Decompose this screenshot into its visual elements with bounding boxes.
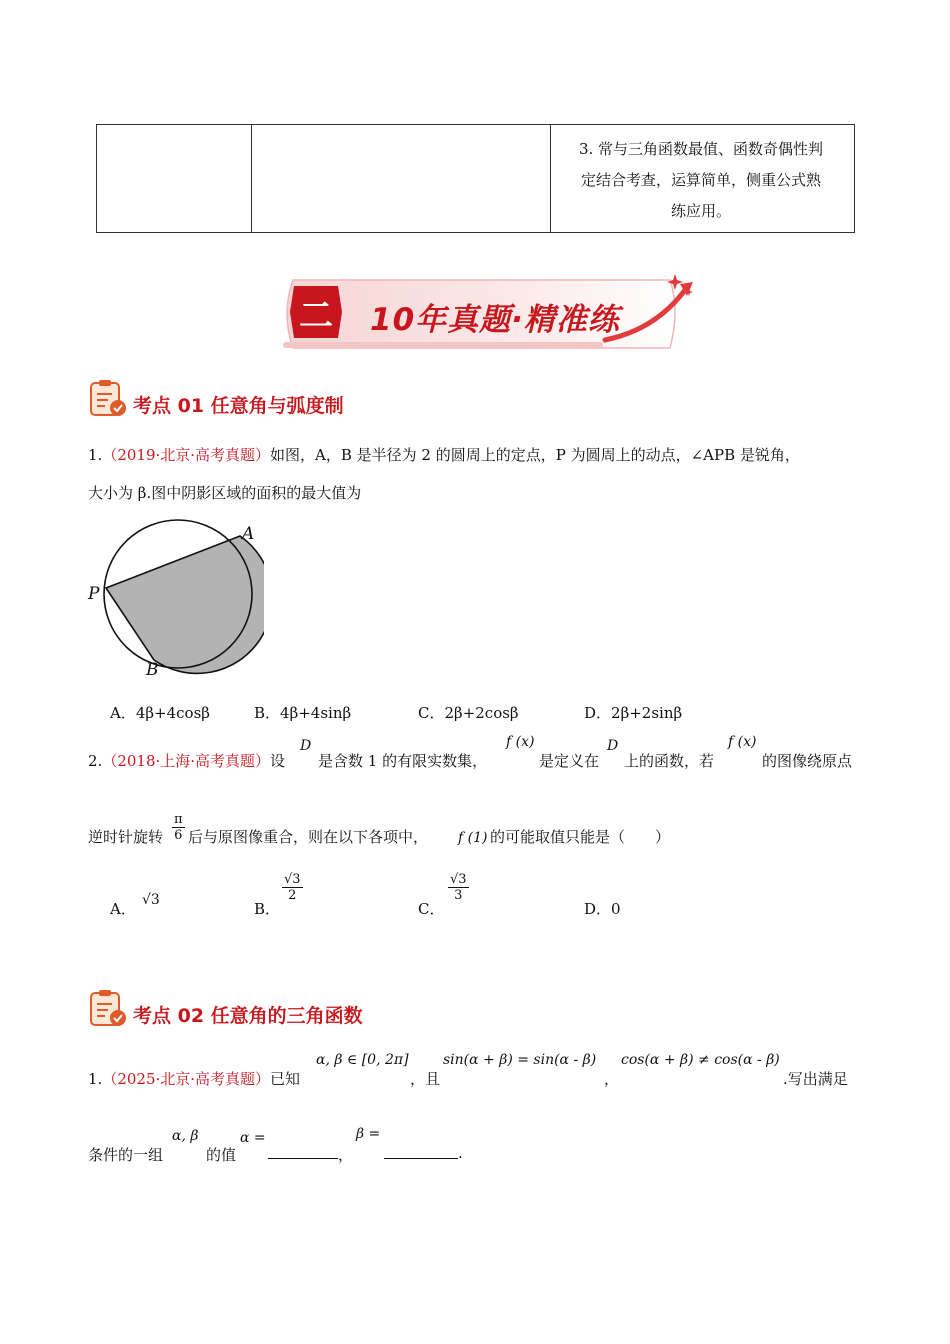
question-text: 的可能取值只能是（ ） — [490, 828, 671, 846]
option-c-label: C． — [418, 900, 445, 918]
shaded-region — [106, 536, 264, 673]
question-text: 条件的一组 — [88, 1146, 164, 1164]
table-divider — [251, 125, 252, 232]
table-divider — [550, 125, 551, 232]
option-a-label: A． — [110, 900, 136, 918]
section-title: 考点 01 任意角与弧度制 — [133, 395, 344, 417]
math-d: D — [607, 738, 619, 754]
answer-blank-beta[interactable] — [384, 1144, 458, 1159]
table-cell-line: 练应用。 — [670, 202, 731, 220]
question-text: 设 — [270, 752, 286, 770]
question-text: 如图，A，B 是半径为 2 的圆周上的定点，P 为圆周上的动点，∠APB 是锐角， — [270, 446, 800, 464]
clipboard-icon — [88, 988, 128, 1028]
point-label-a: A — [242, 524, 255, 544]
option-b: B．4β+4sinβ — [254, 704, 352, 722]
point-label-p: P — [88, 584, 100, 604]
question-text: 后与原图像重合，则在以下各项中， — [188, 828, 429, 846]
question-text: .写出满足 — [783, 1070, 848, 1088]
math-alpha-beta-range: α, β ∈ [0, 2π] — [316, 1052, 409, 1068]
math-alpha-beta: α, β — [172, 1128, 199, 1144]
answer-blank-alpha[interactable] — [268, 1144, 338, 1159]
option-d: D．0 — [584, 900, 621, 918]
math-fx: f (x) — [506, 734, 535, 750]
math-sin-equation: sin(α + β) = sin(α - β) — [443, 1052, 597, 1068]
question-text: ， — [338, 1146, 354, 1164]
question-text: ， — [604, 1070, 620, 1088]
question-number: 1. — [88, 1070, 103, 1088]
question-text: 是含数 1 的有限实数集， — [318, 752, 488, 770]
math-cos-inequation: cos(α + β) ≠ cos(α - β) — [621, 1052, 780, 1068]
table-cell-text — [552, 134, 850, 227]
option-b-fraction: $\frac{√3}{2}$ — [284, 872, 301, 903]
table-cell-line: 3. 常与三角函数最值、函数奇偶性判 — [578, 140, 824, 158]
option-c: C．2β+2cosβ — [418, 704, 519, 722]
fraction-pi-over-6: $\frac{\pi}{6}$ — [174, 812, 183, 843]
question-text: 已知 — [270, 1070, 301, 1088]
option-b-label: B． — [254, 900, 281, 918]
math-alpha-eq: α = — [240, 1130, 266, 1146]
math-fx: f (x) — [728, 734, 757, 750]
question-text: 逆时针旋转 — [88, 828, 164, 846]
option-c-fraction: $\frac{√3}{3}$ — [450, 872, 467, 903]
question-text: ，且 — [410, 1070, 441, 1088]
question-text: 上的函数，若 — [624, 752, 715, 770]
option-d: D．2β+2sinβ — [584, 704, 683, 722]
point-label-b: B — [146, 660, 159, 680]
table-cell-line: 定结合考查，运算简单，侧重公式熟 — [580, 171, 821, 189]
question-number: 2. — [88, 752, 103, 770]
banner-number: 二 — [299, 296, 333, 336]
question-source: （2018·上海·高考真题） — [102, 752, 271, 770]
question-source: （2025·北京·高考真题） — [102, 1070, 271, 1088]
option-a: A．4β+4cosβ — [110, 704, 210, 722]
circle-figure — [84, 512, 264, 680]
section-title: 考点 02 任意角的三角函数 — [133, 1005, 363, 1027]
question-text: 的图像绕原点 — [762, 752, 853, 770]
question-1-line-1 — [88, 444, 800, 465]
question-2-line-1 — [88, 750, 285, 771]
question-text: 是定义在 — [539, 752, 600, 770]
question-1-line-2: 大小为 β.图中阴影区域的面积的最大值为 — [88, 484, 362, 502]
question-text: 的值 — [206, 1146, 237, 1164]
question-source: （2019·北京·高考真题） — [102, 446, 271, 464]
math-d: D — [300, 738, 312, 754]
math-beta-eq: β = — [356, 1126, 381, 1142]
s2-question-1-line-1 — [88, 1068, 300, 1089]
math-f1: f (1) — [458, 830, 488, 846]
question-text: . — [458, 1144, 463, 1162]
clipboard-icon — [88, 378, 128, 418]
question-number: 1. — [88, 446, 103, 464]
option-a-value: √3 — [142, 892, 160, 908]
banner-title: 10年真题·精准练 — [370, 302, 620, 338]
